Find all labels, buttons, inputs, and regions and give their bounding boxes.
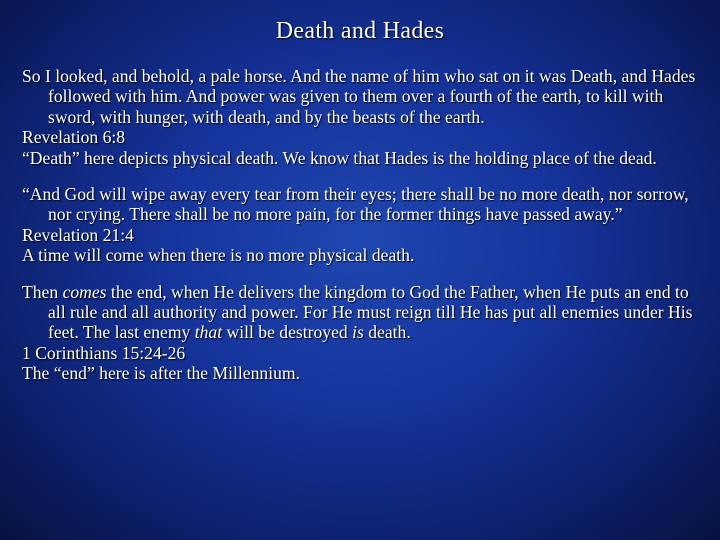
revelation-21-4-quote: “And God will wipe away every tear from their eyes; there shall be no more death, nor sorrow, nor crying. There shall be no more pain, for the former things have passed away.”: [22, 184, 689, 225]
corinthians-reference: 1 Corinthians 15:24-26: [22, 342, 186, 363]
italic-word: is: [352, 322, 364, 343]
quote-text: the end, when He delivers the kingdom to God the Father, when He puts an end to all rule and all authority and power. For He must reign till He has put all enemies under His feet. The last enemy: [48, 281, 693, 343]
slide-content: [22, 66, 704, 384]
revelation-6-8-reference: Revelation 6:8: [22, 127, 126, 148]
spacer: [22, 168, 704, 184]
italic-word: comes: [62, 281, 107, 302]
death-comment: “Death” here depicts physical death. We know that Hades is the holding place of the dead.: [22, 147, 657, 168]
quote-text: death.: [363, 322, 411, 343]
italic-word: that: [194, 322, 223, 343]
no-more-death-comment: A time will come when there is no more physical death.: [22, 245, 415, 266]
quote-text: Then: [22, 281, 63, 302]
corinthians-quote: [22, 282, 704, 343]
slide-title: Death and Hades: [275, 18, 445, 44]
revelation-21-4-reference: Revelation 21:4: [22, 224, 134, 245]
quote-text: will be destroyed: [222, 322, 353, 343]
spacer: [22, 266, 704, 282]
revelation-6-8-quote: So I looked, and behold, a pale horse. And the name of him who sat on it was Death, and Hades followed with him. And power was given to them over a fourth of the earth, to kill with sword, with hunger, with death, and by the beasts of the earth.: [22, 66, 696, 127]
millennium-comment: The “end” here is after the Millennium.: [22, 363, 300, 384]
